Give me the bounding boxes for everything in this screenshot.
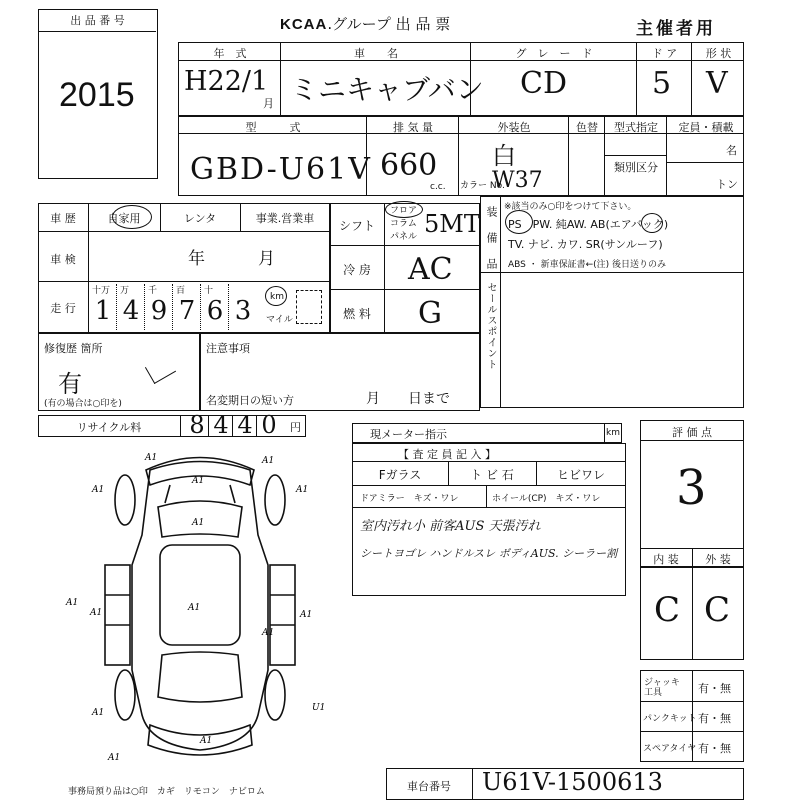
ac-value: AC [408,252,453,287]
ps-circle [505,210,533,234]
exterior-label: 外 装 [705,553,731,566]
km-unit: km [270,292,284,302]
chassis-label: 車台番号 [407,780,451,793]
odometer-digit: 7 [178,296,196,326]
year-label: 年 式 [213,47,247,60]
shift-option-column: コラム [390,219,417,229]
damage-mark: A1 [108,753,121,763]
inspection-label: 車 検 [50,253,76,266]
tool-puncture-value: 有・無 [698,712,731,725]
repair-label: 修復歴 箇所 [44,342,103,355]
shift-label: シフト [338,219,375,233]
glass-label: Fガラス [378,468,422,482]
capacity-label: 定員・積載 [678,121,734,134]
hibi-label: ヒビワレ [556,468,605,482]
recycle-digit: 4 [213,411,229,439]
color-change-label: 色替 [576,121,598,134]
history-private: 自家用 [107,212,141,225]
wheel-label: ホイール(CP) キズ・ワレ [492,494,601,504]
year-unit: 月 [263,97,274,110]
grade-value: CD [520,66,568,101]
tool-spare-value: 有・無 [698,742,731,755]
damage-mark: A1 [300,610,313,620]
equipment-line1: PS PW. 純AW. AB(エアバック) [508,218,669,231]
type-spec-label: 型式指定 [614,121,658,134]
mileage-label: 走 行 [50,302,76,315]
recycle-digit: 4 [237,411,253,439]
interior-label: 内 装 [653,553,679,566]
score-value: 3 [676,460,707,516]
damage-mark: A1 [262,456,275,466]
damage-mark: A1 [188,603,201,613]
equipment-label: 装 備 品 [485,206,498,270]
recycle-label: リサイクル料 [76,421,142,434]
brand-logo: KCAA [280,16,328,33]
doors-value: 5 [652,66,672,101]
history-business: 事業.営業車 [255,212,315,225]
exterior-value: C [704,590,731,630]
sheet-title: .グループ 出 品 票 [327,15,451,33]
doors-label: ド ア [651,47,678,60]
mile-unit: マイル [266,315,293,325]
inspection-year: 年 [188,249,205,269]
repair-note: (有の場合は○印を) [44,399,122,409]
tool-jack-value: 有・無 [698,682,731,695]
damage-mark: A1 [92,485,105,495]
fuel-label: 燃 料 [343,307,371,321]
odometer-digit-header: 十 [204,286,214,296]
odometer-digit-header: 万 [120,286,130,296]
notes-label: 注意事項 [206,342,250,355]
shift-option-panel: パネル [390,232,418,242]
odometer-digit-header: 十万 [92,286,111,296]
damage-mark: A1 [145,453,158,463]
history-label: 車 歴 [50,212,76,225]
fuel-value: G [418,296,442,331]
sheet-header [280,13,450,34]
recycle-digit: 0 [261,411,277,439]
damage-mark: A1 [200,736,213,746]
shape-value: V [706,66,728,101]
car-name-value: ミニキャブバン [290,73,484,106]
odometer-digit: 4 [122,296,140,326]
lot-number-box [38,9,158,179]
shift-option-floor: フロア [390,206,418,216]
car-damage-diagram [0,445,360,775]
damage-mark: A1 [296,485,309,495]
odometer-digit: 1 [94,296,112,326]
odometer-digit-header: 百 [176,286,186,296]
chassis-value: U61V-1500613 [482,768,663,796]
lot-number-label: 出 品 番 号 [39,12,156,32]
exterior-color-value: 白 [492,142,516,170]
equipment-line2: TV. ナビ. カワ. SR(サンルーフ) [508,238,663,251]
color-no-value: W37 [492,168,543,193]
odometer-digit-header: 千 [148,286,158,296]
damage-mark: A1 [92,708,105,718]
tobi-label: ト ビ 石 [470,468,514,482]
meter-label: 現メーター指示 [370,428,447,441]
grade-label: グ レ ー ド [515,47,593,60]
damage-mark: A1 [192,518,205,528]
ac-label: 冷 房 [343,263,371,277]
interior-value: C [654,590,681,630]
history-rental: レンタ [183,212,217,225]
damage-mark: A1 [192,476,205,486]
repair-value: 有 [58,370,82,398]
tool-puncture-label: パンクキット [643,714,697,724]
color-no-label: カラー No. [460,181,505,191]
capacity-unit-persons: 名 [726,144,737,157]
score-label: 評 価 点 [672,426,712,439]
organizer-label: 主催者用 [636,19,716,39]
mile-checkbox [296,290,322,324]
shape-label: 形 状 [705,47,732,60]
notes-deadline: 名変期日の短い方 [206,394,294,407]
shift-value: 5MT [424,210,480,238]
car-name-label: 車 名 [354,47,398,60]
recycle-unit: 円 [290,421,301,434]
year-value: H22/1 [184,66,269,97]
tool-spare-label: スペアタイヤ [643,744,697,754]
exterior-color-label: 外装色 [497,121,531,134]
office-note: 事務局預り品は○印 カギ リモコン ナビロム [68,787,265,797]
damage-mark: U1 [312,703,326,713]
equipment-note: ※該当のみ○印をつけて下さい。 [504,202,637,212]
model-value: GBD-U61V [190,152,372,187]
notes-month: 月 [366,391,380,407]
km-circle [265,286,287,306]
floor-circle [385,201,423,218]
tool-jack-label: ジャッキ 工具 [644,678,680,698]
odometer-digit: 9 [150,296,168,326]
class-label: 類別区分 [614,161,658,174]
sales-point-label: セールスポイント [485,282,496,370]
displacement-value: 660 [380,148,438,183]
damage-mark: A1 [262,628,275,638]
capacity-unit-tons: トン [716,178,738,191]
private-circle [112,205,152,229]
displacement-unit: c.c. [430,182,446,192]
damage-mark: A1 [66,598,79,608]
odometer-digit: 3 [234,296,252,326]
meter-unit: km [606,428,620,438]
inspector-title: 【 査 定 員 記 入 】 [398,448,496,461]
mirror-label: ドアミラー キズ・ワレ [360,494,459,504]
odometer-digit: 6 [206,296,224,326]
displacement-label: 排 気 量 [393,121,433,134]
model-label: 型 式 [245,121,301,134]
inspector-comment1: 室内汚れ小 前客AUS 天張汚れ [360,519,541,534]
inspection-month: 月 [258,249,275,269]
equipment-line3: ABS ・ 新車保証書←(注) 後日送りのみ [508,260,667,270]
notes-day: 日まで [408,391,450,407]
ab-circle [641,213,663,233]
inspector-comment2: シートヨゴレ ハンドルスレ ボディAUS. シーラー割 [360,547,618,560]
damage-mark: A1 [90,608,103,618]
lot-number-value: 2015 [59,76,135,114]
recycle-digit: 8 [189,411,205,439]
